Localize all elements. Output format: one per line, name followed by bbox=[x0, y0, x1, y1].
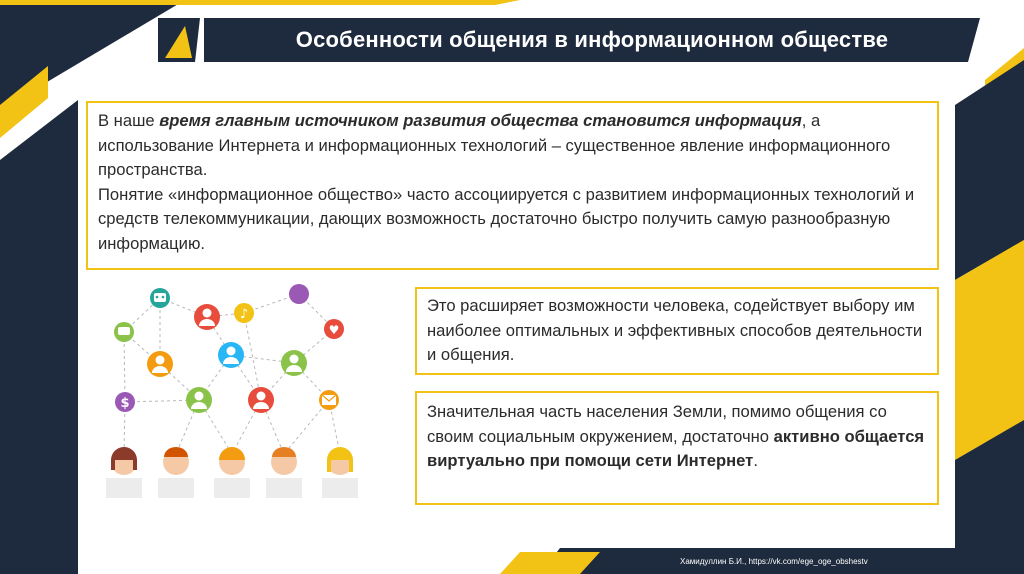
intro-paragraph-2: Понятие «информационное общество» часто ассоциируется с развитием информационных технологий и средств телекоммуникации, дающих возможность достаточно быстро получить самую разнообразную информацию. bbox=[98, 184, 915, 253]
person-icon bbox=[147, 351, 173, 377]
music-note-icon bbox=[234, 303, 254, 323]
population-text-end: . bbox=[753, 451, 758, 470]
left-navy-band bbox=[0, 100, 78, 574]
person-with-laptop bbox=[266, 447, 302, 498]
person-icon bbox=[248, 387, 274, 413]
person-icon bbox=[218, 342, 244, 368]
top-yellow-stripe bbox=[0, 0, 520, 5]
population-emphasis: активно общается виртуально при помощи сети Интернет bbox=[427, 426, 925, 470]
population-box bbox=[415, 391, 939, 505]
population-paragraph bbox=[427, 400, 927, 474]
footer-credit: Хамидуллин Б.И., https://vk.com/ege_oge_obshestv bbox=[680, 557, 868, 566]
mail-icon bbox=[319, 390, 339, 410]
person-with-laptop bbox=[214, 447, 250, 498]
social-network-illustration bbox=[104, 284, 374, 506]
robot-icon bbox=[150, 288, 170, 308]
dollar-icon bbox=[115, 392, 135, 412]
title-banner bbox=[212, 22, 972, 58]
person-icon bbox=[194, 304, 220, 330]
slide-title: Особенности общения в информационном обществе bbox=[295, 27, 889, 52]
person-with-laptop bbox=[106, 447, 142, 498]
capabilities-box bbox=[415, 287, 939, 375]
person-icon bbox=[281, 350, 307, 376]
person-icon bbox=[186, 387, 212, 413]
intro-text-end: , а использование Интернета и информационных технологий – существенное явление информационного пространства. bbox=[98, 111, 891, 179]
intro-paragraph-1 bbox=[98, 109, 927, 183]
population-text-start: Значительная часть населения Земли, помимо общения со своим социальным окружением, достаточно bbox=[427, 402, 887, 446]
intro-text-start: В наше bbox=[98, 111, 160, 130]
svg-text:♪: ♪ bbox=[239, 307, 249, 322]
svg-text:♥: ♥ bbox=[328, 323, 340, 337]
small-node-top-right bbox=[289, 284, 309, 304]
person-with-laptop bbox=[322, 447, 358, 498]
capabilities-text: Это расширяет возможности человека, содействует выбору им наиболее оптимальных и эффективных способов деятельности и общения. bbox=[427, 296, 923, 364]
svg-text:$: $ bbox=[120, 396, 130, 411]
intro-emphasis: время главным источником развития общества становится информация bbox=[159, 111, 802, 130]
heart-icon bbox=[324, 319, 344, 339]
chat-icon bbox=[114, 322, 134, 342]
intro-box bbox=[86, 101, 939, 270]
person-with-laptop bbox=[158, 447, 194, 498]
